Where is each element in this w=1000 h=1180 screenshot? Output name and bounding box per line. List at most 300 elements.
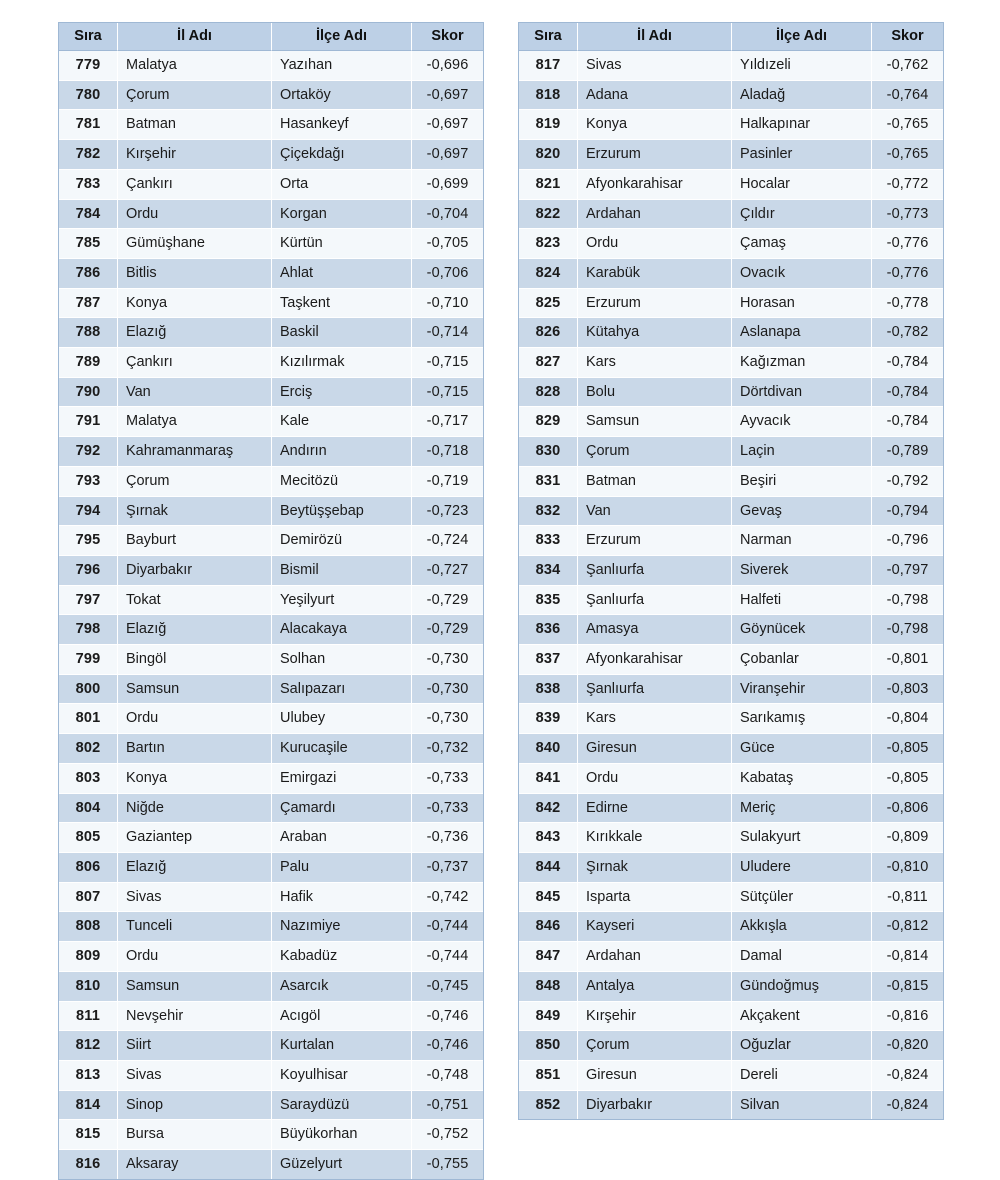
- cell-rank: 817: [519, 51, 578, 81]
- cell-rank: 805: [59, 823, 118, 853]
- table-row: [519, 556, 943, 586]
- table-row: [519, 229, 943, 259]
- cell-district: Çamardı: [272, 794, 412, 824]
- cell-score: -0,715: [412, 378, 483, 408]
- table-row: [519, 259, 943, 289]
- cell-province: Erzurum: [578, 526, 732, 556]
- cell-score: -0,744: [412, 912, 483, 942]
- cell-district: Yeşilyurt: [272, 586, 412, 616]
- cell-province: Gümüşhane: [118, 229, 272, 259]
- table-row: [59, 883, 483, 913]
- cell-score: -0,812: [872, 912, 943, 942]
- cell-rank: 811: [59, 1002, 118, 1032]
- cell-rank: 807: [59, 883, 118, 913]
- table-row: [59, 378, 483, 408]
- cell-score: -0,730: [412, 645, 483, 675]
- cell-district: Narman: [732, 526, 872, 556]
- cell-rank: 829: [519, 407, 578, 437]
- table-row: [59, 1150, 483, 1179]
- cell-district: Güce: [732, 734, 872, 764]
- cell-district: Horasan: [732, 289, 872, 319]
- table-row: [519, 823, 943, 853]
- cell-province: Kars: [578, 704, 732, 734]
- cell-rank: 825: [519, 289, 578, 319]
- cell-district: Aladağ: [732, 81, 872, 111]
- cell-score: -0,803: [872, 675, 943, 705]
- table-row: [59, 200, 483, 230]
- cell-rank: 813: [59, 1061, 118, 1091]
- cell-rank: 822: [519, 200, 578, 230]
- cell-rank: 804: [59, 794, 118, 824]
- cell-score: -0,719: [412, 467, 483, 497]
- cell-province: Erzurum: [578, 140, 732, 170]
- cell-province: Bartın: [118, 734, 272, 764]
- cell-district: Damal: [732, 942, 872, 972]
- cell-score: -0,710: [412, 289, 483, 319]
- cell-rank: 781: [59, 110, 118, 140]
- cell-district: Korgan: [272, 200, 412, 230]
- cell-rank: 846: [519, 912, 578, 942]
- cell-province: Elazığ: [118, 615, 272, 645]
- cell-district: Solhan: [272, 645, 412, 675]
- table-row: [59, 1091, 483, 1121]
- table-row: [519, 942, 943, 972]
- table-row: [519, 764, 943, 794]
- cell-score: -0,744: [412, 942, 483, 972]
- table-row: [59, 972, 483, 1002]
- cell-rank: 844: [519, 853, 578, 883]
- cell-score: -0,815: [872, 972, 943, 1002]
- cell-rank: 790: [59, 378, 118, 408]
- cell-rank: 831: [519, 467, 578, 497]
- cell-province: Kütahya: [578, 318, 732, 348]
- table-row: [519, 110, 943, 140]
- table-row: [519, 318, 943, 348]
- cell-score: -0,729: [412, 615, 483, 645]
- cell-province: Şırnak: [118, 497, 272, 527]
- cell-province: Konya: [578, 110, 732, 140]
- cell-score: -0,751: [412, 1091, 483, 1121]
- table-row: [59, 51, 483, 81]
- cell-score: -0,792: [872, 467, 943, 497]
- table-row: [59, 853, 483, 883]
- column-header-score: Skor: [412, 23, 483, 51]
- cell-score: -0,706: [412, 259, 483, 289]
- cell-rank: 798: [59, 615, 118, 645]
- table-row: [59, 704, 483, 734]
- cell-rank: 782: [59, 140, 118, 170]
- cell-province: Tokat: [118, 586, 272, 616]
- cell-rank: 808: [59, 912, 118, 942]
- table-row: [59, 348, 483, 378]
- cell-score: -0,778: [872, 289, 943, 319]
- table-row: [519, 794, 943, 824]
- cell-score: -0,764: [872, 81, 943, 111]
- cell-rank: 837: [519, 645, 578, 675]
- cell-province: Afyonkarahisar: [578, 170, 732, 200]
- cell-district: Siverek: [732, 556, 872, 586]
- cell-province: Giresun: [578, 1061, 732, 1091]
- cell-district: Bismil: [272, 556, 412, 586]
- table-row: [59, 1031, 483, 1061]
- cell-rank: 819: [519, 110, 578, 140]
- cell-district: Kızılırmak: [272, 348, 412, 378]
- cell-score: -0,704: [412, 200, 483, 230]
- cell-province: Konya: [118, 764, 272, 794]
- cell-rank: 816: [59, 1150, 118, 1179]
- cell-province: Samsun: [118, 675, 272, 705]
- cell-province: Antalya: [578, 972, 732, 1002]
- cell-district: Çamaş: [732, 229, 872, 259]
- table-row: [519, 81, 943, 111]
- cell-district: Viranşehir: [732, 675, 872, 705]
- cell-district: Çıldır: [732, 200, 872, 230]
- table-row: [59, 140, 483, 170]
- table-row: [59, 318, 483, 348]
- cell-district: Alacakaya: [272, 615, 412, 645]
- cell-district: Silvan: [732, 1091, 872, 1120]
- cell-province: Tunceli: [118, 912, 272, 942]
- cell-province: Sinop: [118, 1091, 272, 1121]
- header-row: [59, 23, 483, 51]
- cell-province: Bolu: [578, 378, 732, 408]
- cell-rank: 838: [519, 675, 578, 705]
- cell-score: -0,697: [412, 140, 483, 170]
- cell-district: Araban: [272, 823, 412, 853]
- cell-score: -0,789: [872, 437, 943, 467]
- cell-rank: 841: [519, 764, 578, 794]
- table-row: [519, 853, 943, 883]
- table-row: [59, 912, 483, 942]
- cell-province: Diyarbakır: [578, 1091, 732, 1120]
- column-header-rank: Sıra: [519, 23, 578, 51]
- cell-score: -0,784: [872, 378, 943, 408]
- cell-province: Karabük: [578, 259, 732, 289]
- cell-province: Şanlıurfa: [578, 586, 732, 616]
- table-row: [519, 615, 943, 645]
- cell-district: Ahlat: [272, 259, 412, 289]
- cell-rank: 828: [519, 378, 578, 408]
- cell-district: Gevaş: [732, 497, 872, 527]
- table-row: [59, 81, 483, 111]
- cell-district: Hocalar: [732, 170, 872, 200]
- cell-score: -0,737: [412, 853, 483, 883]
- cell-district: Beşiri: [732, 467, 872, 497]
- cell-district: Salıpazarı: [272, 675, 412, 705]
- cell-score: -0,723: [412, 497, 483, 527]
- cell-province: Çankırı: [118, 348, 272, 378]
- cell-score: -0,697: [412, 81, 483, 111]
- cell-district: Hafik: [272, 883, 412, 913]
- cell-province: Kırşehir: [118, 140, 272, 170]
- cell-province: Afyonkarahisar: [578, 645, 732, 675]
- cell-rank: 784: [59, 200, 118, 230]
- cell-province: Kırşehir: [578, 1002, 732, 1032]
- cell-score: -0,705: [412, 229, 483, 259]
- cell-rank: 802: [59, 734, 118, 764]
- cell-score: -0,748: [412, 1061, 483, 1091]
- cell-district: Sulakyurt: [732, 823, 872, 853]
- cell-score: -0,824: [872, 1061, 943, 1091]
- table-row: [59, 497, 483, 527]
- cell-district: Oğuzlar: [732, 1031, 872, 1061]
- cell-province: Diyarbakır: [118, 556, 272, 586]
- cell-district: Ovacık: [732, 259, 872, 289]
- header-row: [519, 23, 943, 51]
- table-row: [519, 467, 943, 497]
- cell-province: Şırnak: [578, 853, 732, 883]
- cell-rank: 815: [59, 1120, 118, 1150]
- table-row: [59, 259, 483, 289]
- cell-district: Halkapınar: [732, 110, 872, 140]
- cell-province: Ordu: [578, 229, 732, 259]
- cell-score: -0,798: [872, 615, 943, 645]
- cell-score: -0,776: [872, 259, 943, 289]
- table-row: [519, 1061, 943, 1091]
- cell-rank: 836: [519, 615, 578, 645]
- cell-score: -0,765: [872, 140, 943, 170]
- table-row: [519, 586, 943, 616]
- table-body-right: [519, 51, 943, 1119]
- cell-rank: 839: [519, 704, 578, 734]
- table-row: [519, 407, 943, 437]
- cell-rank: 791: [59, 407, 118, 437]
- cell-score: -0,773: [872, 200, 943, 230]
- cell-score: -0,824: [872, 1091, 943, 1120]
- cell-province: Kırıkkale: [578, 823, 732, 853]
- cell-score: -0,746: [412, 1002, 483, 1032]
- cell-district: Ayvacık: [732, 407, 872, 437]
- table-row: [59, 1120, 483, 1150]
- cell-district: Çiçekdağı: [272, 140, 412, 170]
- cell-rank: 800: [59, 675, 118, 705]
- table-row: [519, 883, 943, 913]
- cell-province: Bitlis: [118, 259, 272, 289]
- cell-score: -0,736: [412, 823, 483, 853]
- cell-rank: 845: [519, 883, 578, 913]
- cell-score: -0,798: [872, 586, 943, 616]
- cell-province: Samsun: [578, 407, 732, 437]
- cell-province: Çorum: [118, 81, 272, 111]
- table-row: [519, 378, 943, 408]
- cell-rank: 843: [519, 823, 578, 853]
- cell-district: Kale: [272, 407, 412, 437]
- table-row: [519, 645, 943, 675]
- table-row: [519, 140, 943, 170]
- table-row: [59, 289, 483, 319]
- cell-score: -0,762: [872, 51, 943, 81]
- cell-score: -0,782: [872, 318, 943, 348]
- cell-score: -0,811: [872, 883, 943, 913]
- cell-rank: 847: [519, 942, 578, 972]
- cell-score: -0,714: [412, 318, 483, 348]
- cell-rank: 821: [519, 170, 578, 200]
- cell-score: -0,816: [872, 1002, 943, 1032]
- cell-score: -0,820: [872, 1031, 943, 1061]
- cell-district: Güzelyurt: [272, 1150, 412, 1179]
- cell-rank: 783: [59, 170, 118, 200]
- table-row: [59, 734, 483, 764]
- cell-score: -0,745: [412, 972, 483, 1002]
- cell-rank: 780: [59, 81, 118, 111]
- table-row: [519, 675, 943, 705]
- table-row: [59, 645, 483, 675]
- cell-rank: 826: [519, 318, 578, 348]
- table-header-left: [59, 23, 483, 51]
- cell-district: Kağızman: [732, 348, 872, 378]
- table-row: [59, 764, 483, 794]
- cell-rank: 799: [59, 645, 118, 675]
- cell-district: Beytüşşebap: [272, 497, 412, 527]
- cell-rank: 793: [59, 467, 118, 497]
- score-table-right: [518, 22, 944, 1120]
- cell-score: -0,765: [872, 110, 943, 140]
- cell-score: -0,797: [872, 556, 943, 586]
- cell-rank: 801: [59, 704, 118, 734]
- cell-district: Palu: [272, 853, 412, 883]
- cell-district: Akkışla: [732, 912, 872, 942]
- cell-province: Şanlıurfa: [578, 556, 732, 586]
- cell-rank: 787: [59, 289, 118, 319]
- cell-score: -0,746: [412, 1031, 483, 1061]
- cell-score: -0,727: [412, 556, 483, 586]
- cell-rank: 795: [59, 526, 118, 556]
- cell-score: -0,806: [872, 794, 943, 824]
- cell-district: Ortaköy: [272, 81, 412, 111]
- cell-district: Demirözü: [272, 526, 412, 556]
- cell-rank: 803: [59, 764, 118, 794]
- column-header-score: Skor: [872, 23, 943, 51]
- cell-province: Samsun: [118, 972, 272, 1002]
- cell-province: Gaziantep: [118, 823, 272, 853]
- cell-province: Ordu: [578, 764, 732, 794]
- cell-rank: 850: [519, 1031, 578, 1061]
- cell-rank: 818: [519, 81, 578, 111]
- cell-score: -0,809: [872, 823, 943, 853]
- cell-rank: 789: [59, 348, 118, 378]
- cell-province: Niğde: [118, 794, 272, 824]
- table-row: [59, 823, 483, 853]
- table-row: [519, 437, 943, 467]
- cell-rank: 832: [519, 497, 578, 527]
- cell-score: -0,742: [412, 883, 483, 913]
- cell-province: Ordu: [118, 704, 272, 734]
- table-row: [59, 942, 483, 972]
- cell-score: -0,784: [872, 348, 943, 378]
- cell-province: Elazığ: [118, 318, 272, 348]
- cell-province: Ardahan: [578, 942, 732, 972]
- cell-rank: 835: [519, 586, 578, 616]
- cell-district: Hasankeyf: [272, 110, 412, 140]
- cell-score: -0,730: [412, 675, 483, 705]
- cell-province: Sivas: [118, 883, 272, 913]
- cell-province: Adana: [578, 81, 732, 111]
- cell-score: -0,784: [872, 407, 943, 437]
- cell-province: Bayburt: [118, 526, 272, 556]
- cell-province: Sivas: [118, 1061, 272, 1091]
- cell-province: Çorum: [118, 467, 272, 497]
- table-row: [59, 615, 483, 645]
- cell-score: -0,796: [872, 526, 943, 556]
- cell-score: -0,794: [872, 497, 943, 527]
- cell-rank: 810: [59, 972, 118, 1002]
- table-row: [59, 794, 483, 824]
- cell-rank: 849: [519, 1002, 578, 1032]
- cell-province: Isparta: [578, 883, 732, 913]
- cell-rank: 792: [59, 437, 118, 467]
- table-row: [59, 556, 483, 586]
- table-body-left: [59, 51, 483, 1179]
- cell-score: -0,733: [412, 794, 483, 824]
- cell-rank: 796: [59, 556, 118, 586]
- cell-rank: 794: [59, 497, 118, 527]
- cell-score: -0,814: [872, 942, 943, 972]
- cell-province: Çankırı: [118, 170, 272, 200]
- table-row: [519, 912, 943, 942]
- table-row: [519, 348, 943, 378]
- cell-rank: 797: [59, 586, 118, 616]
- cell-province: Konya: [118, 289, 272, 319]
- cell-score: -0,755: [412, 1150, 483, 1179]
- table-row: [519, 1091, 943, 1120]
- cell-district: Büyükorhan: [272, 1120, 412, 1150]
- cell-province: Şanlıurfa: [578, 675, 732, 705]
- cell-district: Aslanapa: [732, 318, 872, 348]
- cell-district: Acıgöl: [272, 1002, 412, 1032]
- cell-district: Andırın: [272, 437, 412, 467]
- cell-district: Halfeti: [732, 586, 872, 616]
- cell-rank: 848: [519, 972, 578, 1002]
- table-row: [519, 289, 943, 319]
- cell-province: Ardahan: [578, 200, 732, 230]
- cell-province: Çorum: [578, 1031, 732, 1061]
- cell-province: Malatya: [118, 51, 272, 81]
- cell-province: Çorum: [578, 437, 732, 467]
- cell-rank: 830: [519, 437, 578, 467]
- cell-province: Erzurum: [578, 289, 732, 319]
- cell-score: -0,718: [412, 437, 483, 467]
- cell-district: Kabadüz: [272, 942, 412, 972]
- table-header-right: [519, 23, 943, 51]
- cell-district: Kürtün: [272, 229, 412, 259]
- cell-rank: 785: [59, 229, 118, 259]
- cell-province: Siirt: [118, 1031, 272, 1061]
- cell-district: Sarıkamış: [732, 704, 872, 734]
- cell-score: -0,699: [412, 170, 483, 200]
- cell-rank: 812: [59, 1031, 118, 1061]
- cell-province: Sivas: [578, 51, 732, 81]
- cell-district: Yazıhan: [272, 51, 412, 81]
- table-row: [519, 497, 943, 527]
- cell-score: -0,724: [412, 526, 483, 556]
- cell-province: Elazığ: [118, 853, 272, 883]
- cell-district: Pasinler: [732, 140, 872, 170]
- table-row: [519, 734, 943, 764]
- cell-rank: 786: [59, 259, 118, 289]
- cell-district: Kurucaşile: [272, 734, 412, 764]
- cell-province: Aksaray: [118, 1150, 272, 1179]
- table-row: [519, 170, 943, 200]
- column-header-district: İlçe Adı: [732, 23, 872, 51]
- cell-rank: 809: [59, 942, 118, 972]
- cell-district: Emirgazi: [272, 764, 412, 794]
- column-header-province: İl Adı: [578, 23, 732, 51]
- table-row: [59, 407, 483, 437]
- cell-district: Göynücek: [732, 615, 872, 645]
- cell-score: -0,810: [872, 853, 943, 883]
- table-row: [59, 1061, 483, 1091]
- cell-province: Ordu: [118, 200, 272, 230]
